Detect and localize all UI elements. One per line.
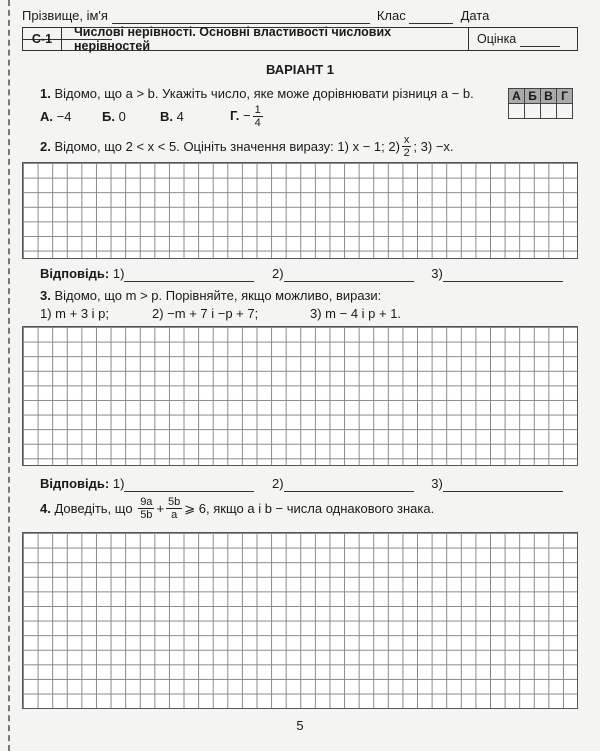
page-number: 5 (296, 718, 304, 733)
grade-field[interactable] (520, 32, 560, 47)
surname-field[interactable] (112, 8, 370, 24)
q4-work-grid[interactable] (22, 532, 578, 709)
q3-number: 3. (40, 288, 51, 303)
question-3 (40, 288, 381, 303)
q2-text-b: ; 3) −x. (413, 139, 454, 154)
grade-box[interactable] (469, 28, 577, 50)
grade-label: Оцінка (477, 32, 517, 46)
topic-banner (22, 27, 578, 51)
q4-text-b: ⩾ 6, якщо a і b − числа однакового знака. (184, 500, 435, 516)
q2-answer-row: Відповідь: 1) 2) 3) (40, 266, 580, 282)
q3-part-3: 3) m − 4 і p + 1. (310, 306, 402, 321)
q2-work-grid[interactable] (22, 162, 578, 259)
answer-letter-c: В (541, 89, 557, 104)
date-label: Дата (460, 8, 490, 23)
q2-fraction: $\frac{x}{2}$ (403, 134, 410, 159)
answer-choice-table (508, 88, 573, 119)
work-code: С-1 (23, 28, 62, 50)
q3-part-2: 2) −m + 7 і −p + 7; (152, 306, 259, 321)
q1-option-c[interactable]: В. 4 (160, 109, 184, 124)
q4-fraction-2: $\frac{5b}{a}$ (168, 496, 181, 521)
topic-title: Числові нерівності. Основні властивості числових нерівностей (62, 28, 469, 50)
answer-label: Відповідь: (40, 266, 110, 281)
answer-letter-b: Б (525, 89, 541, 104)
answer-letter-a: А (509, 89, 525, 104)
q1-options (40, 104, 280, 129)
q1-number: 1. (40, 86, 51, 101)
q2-number: 2. (40, 139, 51, 154)
class-field[interactable] (409, 8, 453, 24)
question-1 (40, 86, 474, 101)
q2-text-a: Відомо, що 2 < x < 5. Оцініть значення виразу: 1) x − 1; 2) (54, 139, 400, 154)
answer-letter-d: Г (557, 89, 573, 104)
q3-parts (40, 306, 560, 321)
question-4: 4. Доведіть, що $\frac{9a}{5b}$ + $\frac{5b}{a}$ ⩾ 6, якщо a і b − числа однакового знака. (40, 496, 435, 521)
answer-cell-d[interactable] (557, 104, 573, 119)
surname-label: Прізвище, ім'я (22, 8, 108, 23)
variant-title: ВАРІАНТ 1 (266, 62, 334, 77)
question-2 (40, 134, 454, 159)
answer-cell-a[interactable] (509, 104, 525, 119)
q3-text: Відомо, що m > p. Порівняйте, якщо можливо, вирази: (54, 288, 382, 303)
q4-fraction-1: $\frac{9a}{5b}$ (140, 496, 153, 521)
q3-answer-row: Відповідь: 1) 2) 3) (40, 476, 580, 492)
q3-answer-3[interactable] (443, 476, 563, 492)
q3-answer-2[interactable] (284, 476, 414, 492)
answer-label: Відповідь: (40, 476, 110, 491)
q4-text-a: Доведіть, що (54, 501, 133, 516)
q2-answer-1[interactable] (124, 266, 254, 282)
q3-work-grid[interactable] (22, 326, 578, 466)
q1-option-d[interactable]: Г. − $\frac{1}{4}$ (230, 104, 261, 129)
answer-cell-b[interactable] (525, 104, 541, 119)
q1-option-b[interactable]: Б. 0 (102, 109, 126, 124)
q4-number: 4. (40, 501, 51, 516)
class-label: Клас (376, 8, 406, 23)
q1-text: Відомо, що a > b. Укажіть число, яке може дорівнювати різниця a − b. (54, 86, 474, 101)
q3-part-1: 1) m + 3 і p; (40, 306, 109, 321)
q3-answer-1[interactable] (124, 476, 254, 492)
q2-answer-3[interactable] (443, 266, 563, 282)
q1-option-a[interactable]: А. −4 (40, 109, 72, 124)
answer-cell-c[interactable] (541, 104, 557, 119)
q2-answer-2[interactable] (284, 266, 414, 282)
cut-line (8, 0, 10, 751)
